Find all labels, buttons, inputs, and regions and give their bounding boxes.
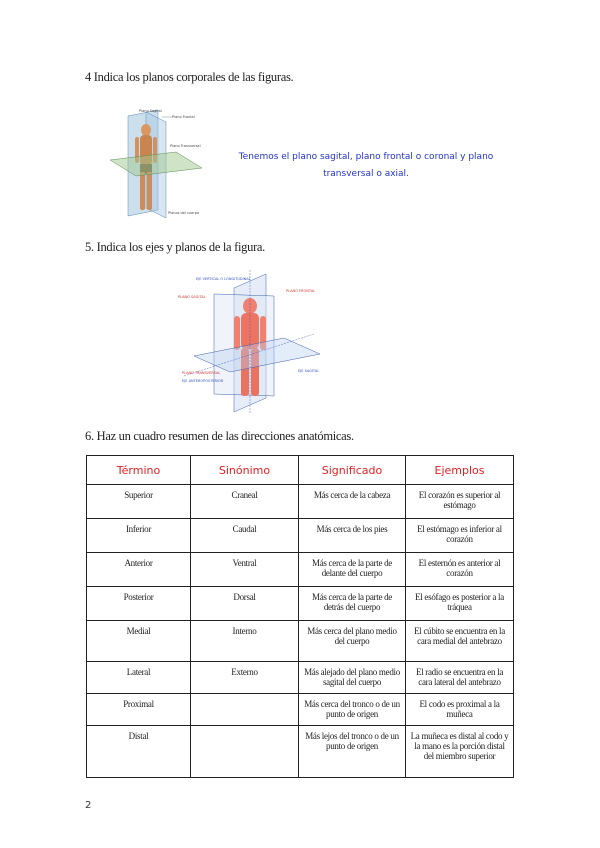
question-4: 4 Indica los planos corporales de las figuras. [85,70,294,84]
cell-syn: Interno [191,621,299,662]
body-planes-figure [106,108,211,220]
table-row [87,726,514,778]
header-significado: Significado [299,456,406,485]
anatomical-directions-table [86,455,514,778]
cell-term: Proximal [87,694,191,726]
cell-syn: Craneal [191,485,299,519]
cell-sig: Más cerca de los pies [299,519,406,553]
table-header-row [87,456,514,485]
cell-sig: Más cerca del plano medio del cuerpo [299,621,406,662]
cell-term: Anterior [87,553,191,587]
cell-sig: Más cerca de la parte de detrás del cuerpo [299,587,406,621]
question-6: 6. Haz un cuadro resumen de las direcciones anatómicas. [85,429,354,443]
cell-syn: Ventral [191,553,299,587]
cell-sig: Más cerca del tronco o de un punto de origen [299,694,406,726]
label-plano-sagital: PLANO SAGITAL [178,295,206,299]
cell-ej: El cúbito se encuentra en la cara medial del antebrazo [406,621,514,662]
cell-syn: Externo [191,662,299,694]
cell-syn: Dorsal [191,587,299,621]
page-number: 2 [85,800,92,811]
table-row [87,553,514,587]
table-row [87,519,514,553]
label-frontal: Plano Frontal [172,115,195,119]
label-caption: Planos del cuerpo [168,211,200,215]
header-sinonimo: Sinónimo [191,456,299,485]
cell-syn [191,726,299,778]
cell-ej: El esternón es anterior al corazón [406,553,514,587]
cell-term: Posterior [87,587,191,621]
label-sagital: Plano Sagital [139,109,162,113]
header-ejemplos: Ejemplos [406,456,514,485]
cell-sig: Más cerca de la parte de delante del cuerpo [299,553,406,587]
cell-ej: El radio se encuentra en la cara lateral del antebrazo [406,662,514,694]
cell-sig: Más alejado del plano medio sagital del cuerpo [299,662,406,694]
table-row [87,662,514,694]
label-eje-transversal: EJE ANTEROPOSTERIOR [182,379,224,383]
table-row [87,485,514,519]
label-plano-transversal: PLANO TRANSVERSAL [182,371,221,375]
cell-term: Lateral [87,662,191,694]
cell-ej: El esófago es posterior a la tráquea [406,587,514,621]
cell-term: Inferior [87,519,191,553]
table-row [87,621,514,662]
label-transversal: Plano Transversal [170,144,201,148]
question-5: 5. Indica los ejes y planos de la figura. [85,240,266,254]
cell-ej: El corazón es superior al estómago [406,485,514,519]
cell-sig: Más cerca de la cabeza [299,485,406,519]
cell-syn: Caudal [191,519,299,553]
answer-q4: Tenemos el plano sagital, plano frontal o coronal y plano transversal o axial. [238,152,494,179]
table-row [87,587,514,621]
cell-sig: Más lejos del tronco o de un punto de origen [299,726,406,778]
table-row [87,694,514,726]
cell-term: Medial [87,621,191,662]
cell-ej: El estómago es inferior al corazón [406,519,514,553]
cell-syn [191,694,299,726]
label-eje-longitudinal: EJE VERTICAL O LONGITUDINAL [196,277,251,281]
cell-term: Superior [87,485,191,519]
header-termino: Término [87,456,191,485]
cell-ej: El codo es proximal a la muñeca [406,694,514,726]
label-eje-sagital: EJE SAGITAL [298,369,320,373]
label-plano-frontal: PLANO FRONTAL [286,289,316,293]
transverse-plane [110,152,202,176]
axes-planes-figure [174,268,328,416]
cell-term: Distal [87,726,191,778]
cell-ej: La muñeca es distal al codo y la mano es la porción distal del miembro superior [406,726,514,778]
